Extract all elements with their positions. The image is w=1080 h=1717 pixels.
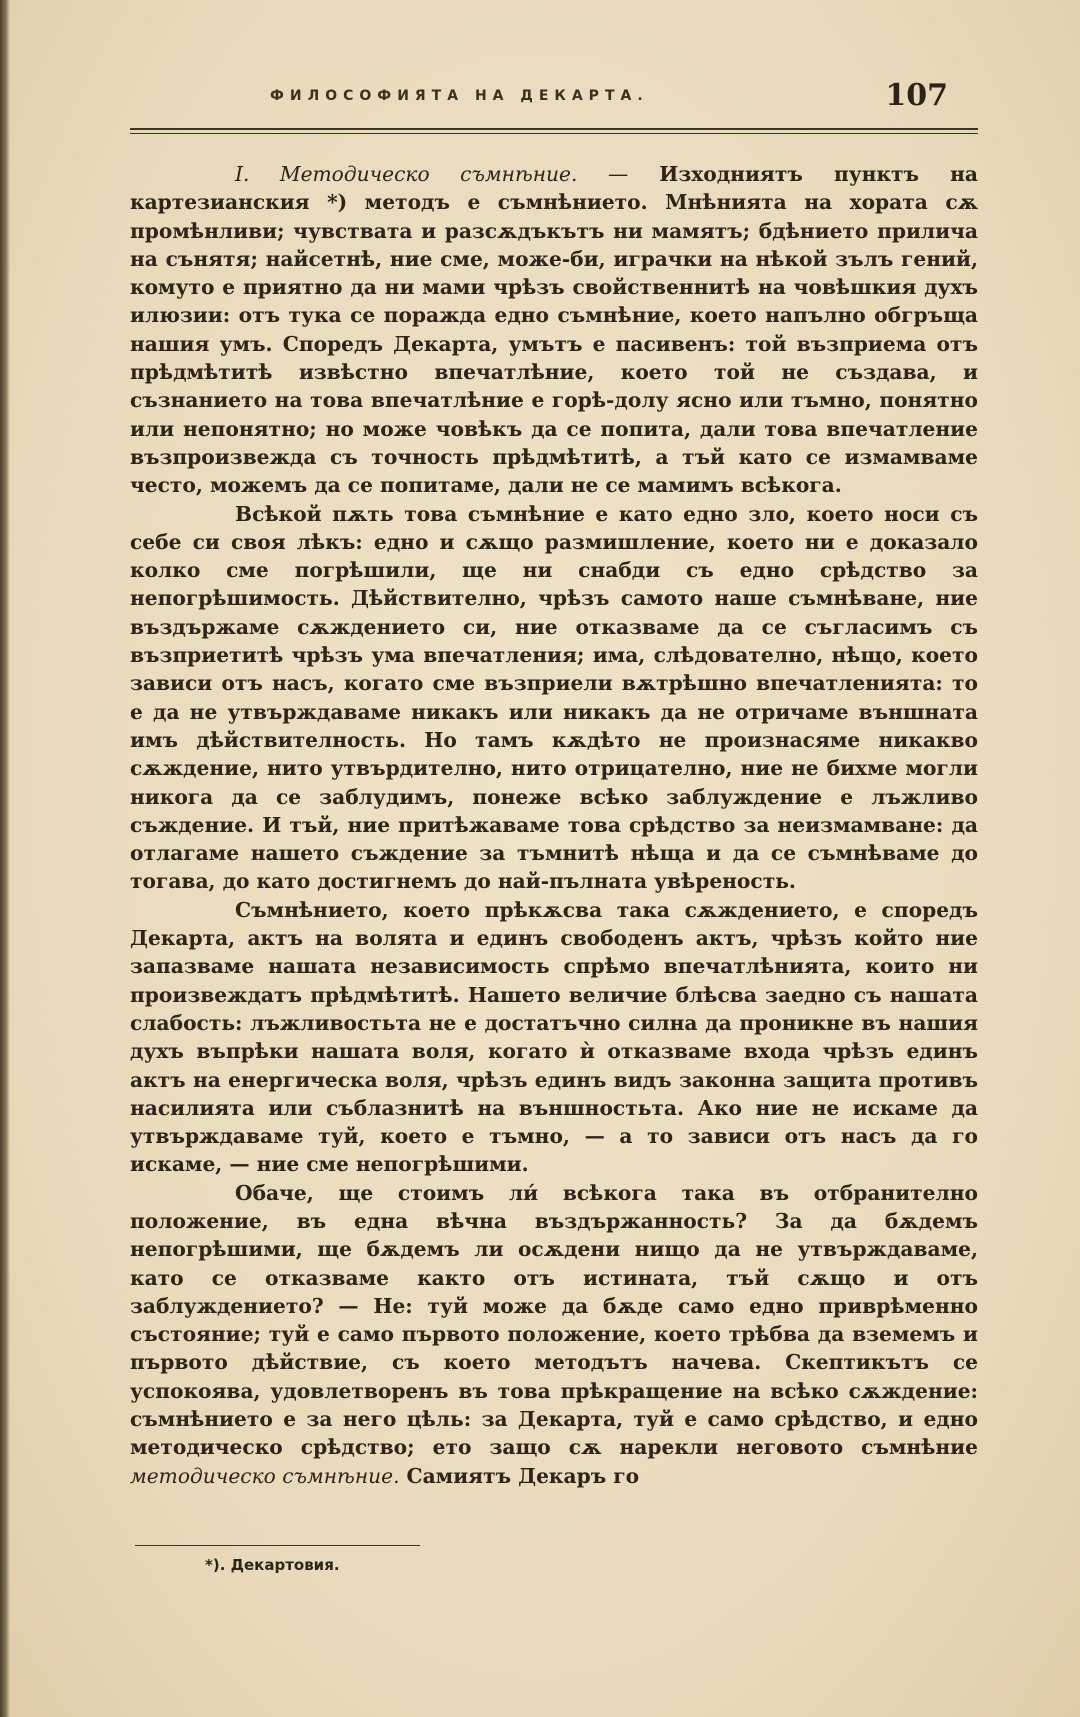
paragraph-text: Съмнѣнието, което прѣкѫсва така сѫждението, е споредъ Декарта, актъ на волята и единъ свободенъ актъ, чрѣзъ който ние запазваме нашата независимость спрѣмо впечатлѣнията, които ни произвеждатъ прѣдмѣтитѣ. Нашето величие блѣсва заедно съ нашата слабость: лъжливостьта не е достатъчно силна да проникне въ нашия духъ въпрѣки нашата воля, когато ѝ отказваме входа чрѣзъ единъ актъ на енергическа воля, чрѣзъ единъ видъ законна защита противъ насилията или съблазнитѣ на външностьта. Ако ние не искаме да утвърждаваме туй, което е тъмно, — а то зависи отъ насъ да го искаме, — ние сме непогрѣшими. bbox=[130, 897, 978, 1177]
paragraph-methodical-doubt bbox=[130, 160, 978, 500]
header-rule-thick bbox=[130, 128, 978, 130]
body-text bbox=[130, 160, 978, 1490]
footnote-rule bbox=[135, 1545, 420, 1546]
paragraph-defensive-position bbox=[130, 1179, 978, 1490]
header-rule-thin bbox=[130, 133, 978, 134]
page-spine-shadow bbox=[0, 0, 10, 1717]
footnote: *). Декартовия. bbox=[205, 1556, 340, 1574]
paragraph-text: Всѣкой пѫть това съмнѣние е като едно зло, което носи съ себе си своя лѣкъ: едно и сѫщо размишление, което ни е доказало колко сме погрѣшили, ще ни снабди съ едно срѣдство за непогрѣшимость. Дѣйствително, чрѣзъ самото наше съмнѣване, ние въздържаме сѫждението си, ние отказваме да се съгласимъ съ възприетитѣ чрѣзъ ума впечатления; има, слѣдователно, нѣщо, което зависи отъ насъ, когато сме възприели вѫтрѣшно впечатленията: то е да не утвърждаваме никакъ или никакъ да не отричаме външната имъ дѣйствителность. Но тамъ кѫдѣто не произнасяме никакво сѫждение, нито утвърдително, нито отрицателно, ние не бихме могли никога да се заблудимъ, понеже всѣко заблуждение е лъжливо съждение. И тъй, ние притѣжаваме това срѣдство за неизмамване: да отлагаме нашето съждение за тъмнитѣ нѣща и да се съмнѣваме до тогава, до като достигнемъ до най-пълната увѣреность. bbox=[130, 501, 978, 894]
section-heading: I. Методическо съмнѣние. — bbox=[235, 162, 629, 186]
paragraph-text: Обаче, ще стоимъ ли́ всѣкога така въ отбранително положение, въ една вѣчна въздържанность? За да бѫдемъ непогрѣшими, ще бѫдемъ ли осѫдени нищо да не утвърждаваме, като се отказваме както отъ истината, тъй сѫщо и отъ заблуждението? — Не: туй може да бѫде само едно приврѣменно състояние; туй е само първото положение, което трѣбва да вземемъ и първото дѣйствие, съ което методътъ начева. Скептикътъ се успокоява, удовлетворенъ въ това прѣкращение на всѣко сѫждение: съмнѣнието е за него цѣль: за Декарта, туй е само срѣдство, и едно методическо срѣдство; ето защо сѫ нарекли неговото съмнѣние bbox=[130, 1180, 978, 1460]
paragraph-doubt-remedy bbox=[130, 500, 978, 896]
paragraph-doubt-will bbox=[130, 896, 978, 1179]
page-header bbox=[130, 78, 978, 128]
emphasis-text: методическо съмнѣние. bbox=[130, 1463, 400, 1488]
paragraph-text: Изходниятъ пунктъ на картезианския *) методъ е съмнѣнието. Мнѣнията на хората сѫ промѣнливи; чувствата и разсѫдъкътъ ни мамятъ; бдѣнието прилича на сънятя; найсетнѣ, ние сме, може-би, играчки на нѣкой зълъ гений, комуто е приятно да ни мами чрѣзъ свойственнитѣ на човѣшкия духъ илюзии: отъ тука се поражда едно съмнѣние, което напълно обгръща нашия умъ. Споредъ Декарта, умътъ е пасивенъ: той възприема отъ прѣдмѣтитѣ извѣстно впечатлѣние, което той не създава, и съзнанието на това впечатлѣние е горѣ-долу ясно или тъмно, понятно или непонятно; но може човѣкъ да се попита, дали това впечатление възпроизвежда съ точность прѣдмѣтитѣ, а тъй като се измамваме често, можемъ да се попитаме, дали не се мамимъ всѣкога. bbox=[130, 162, 978, 498]
running-title: ФИЛОСОФИЯТА НА ДЕКАРТА. bbox=[270, 88, 649, 104]
paragraph-text-tail: Самиятъ Декаръ го bbox=[399, 1463, 640, 1488]
page-number: 107 bbox=[885, 78, 948, 113]
